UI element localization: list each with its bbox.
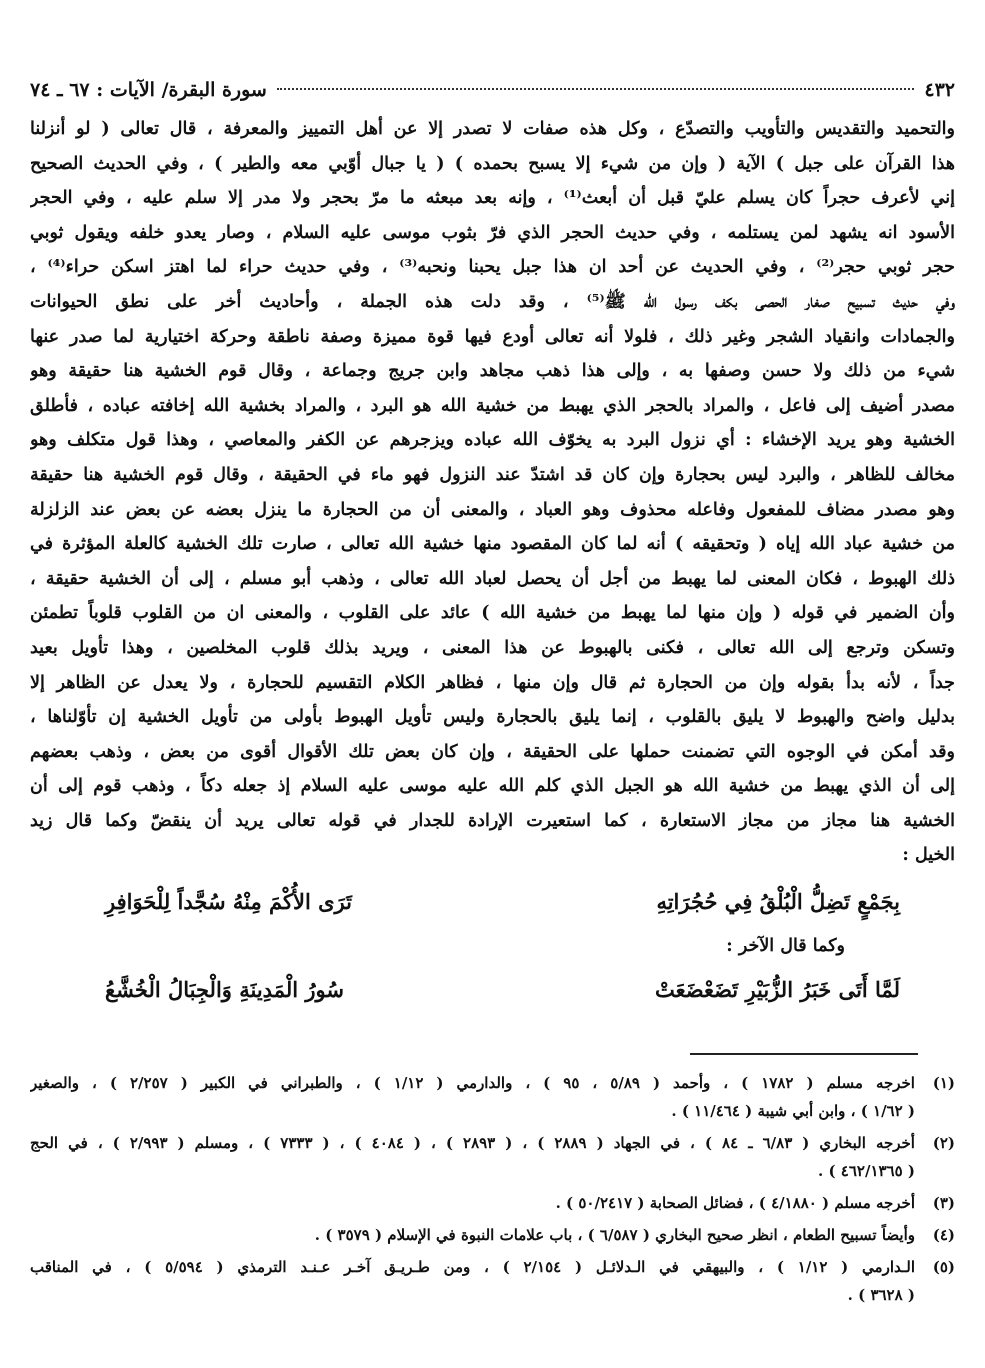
body-line: هذا القرآن على جبل ) الآية ( وإن من شيء إلا يسبح بحمده ) ( يا جبال أوّبي معه والطير ) ، وفي الحديث الصحيح [30, 153, 955, 174]
body-line: والتحميد والتقديس والتأويب والتصدّع ، وكل هذه صفات لا تصدر إلا عن أهل التمييز والمعرفة ، قال تعالى ( لو أنزلنا [30, 119, 955, 139]
body-text [30, 112, 955, 873]
footnote-line: أخرجه البخاري ( ٦/٨٣ ـ ٨٤ ) ، في الجهاد ( ٢٨٨٩ ) ، ( ٢٨٩٣ ) ، ( ٤٠٨٤ ) ، ( ٧٣٣٣ ) ، ومسلم ( ٢/٩٩٣ ) ، في الحج [30, 1134, 915, 1153]
verse-second-hemistich: تَرَى الأُكْمَ مِنْهُ سُجَّداً لِلْحَوَافِرِ [105, 889, 352, 915]
body-line: والجمادات وانقياد الشجر وغير ذلك ، فلولا أنه تعالى أودع فيها قوة مميزة وصفة ناطقة وحركة اختيارية لما صدر عنها [30, 326, 955, 347]
footnote-number: (٤) [932, 1226, 955, 1245]
footnote-line: أخرجه مسلم ( ٤/١٨٨٠ ) ، فضائل الصحابة ( ٥٠/٢٤١٧ ) . [555, 1194, 915, 1213]
footnote-number: (٢) [932, 1134, 955, 1153]
body-line: الخشية هنا مجاز من مجاز الاستعارة ، كما استعيرت الإرادة للجدار في قوله تعالى يريد أن ينقضّ وكما قال زيد [30, 810, 955, 831]
footnote-line: وأيضاً تسبيح الطعام ، انظر صحيح البخاري ( ٦/٥٨٧ ) ، باب علامات النبوة في الإسلام ( ٣٥٧٩ ) . [314, 1226, 915, 1245]
header-title: سورة البقرة/ الآيات : ٦٧ ـ ٧٤ [30, 79, 267, 101]
body-line: بدليل واضح والهبوط لا يليق بالقلوب ، إنما يليق بالحجارة وليس تأويل الهبوط بأولى من تأويل الخشية إن تأوّلناها ، [30, 707, 955, 728]
body-line: ذلك الهبوط ، فكان المعنى لما يهبط من أجل أن يحصل لعباد الله تعالى ، وذهب أبو مسلم ، إلى أن الخشية حقيقة ، [30, 568, 955, 589]
body-line: مصدر أضيف إلى فاعل ، والمراد بالحجر الذي يهبط من خشية الله هو البرد ، والمراد بخشية الله إخافته عباده ، فأطلق [30, 395, 955, 416]
body-line: إني لأعرف حجراً كان يسلم عليّ قبل أن أبعث⁽¹⁾ ، وإنه بعد مبعثه ما مرّ بحجر ولا مدر إلا سلم عليه ، وفي الحجر [30, 188, 955, 209]
footnote-separator [690, 1053, 918, 1055]
body-line: إلى أن الذي يهبط من خشية الله هو الجبل الذي كلم الله عليه موسى عليه السلام إذ جعله دكاً ، وذهب قوم إلى أن [30, 776, 955, 797]
body-line: وتسكن وترجع إلى الله تعالى ، فكنى بالهبوط عن هذا المعنى ، ويريد بذلك قلوب المخلصين ، وهذا تأويل بعيد [30, 637, 955, 658]
verse-first-hemistich: بِجَمْعٍ تَضِلُّ الْبُلْقُ فِي حُجُرَاتِهِ [656, 889, 900, 915]
footnote-line: الـدارمي ( ١/١٢ ) ، والبيهقي في الـدلائـل ( ٢/١٥٤ ) ، ومن طـريـق آخـر عـنـد الترمذي ( ٥/٥٩٤ ) ، في المناقب [30, 1258, 915, 1277]
running-header [30, 72, 955, 108]
verse-intro: وكما قال الآخر : [726, 936, 845, 957]
body-line: جداً ، لأنه بدأ بقوله وإن من الحجارة ثم قال وإن منها ، فظاهر الكلام التقسيم للحجارة ، ولا يعدل عن الظاهر إلا [30, 672, 955, 693]
footnote-line: ( ١/٦٢ ) ، وابن أبي شيبة ( ١١/٤٦٤ ) . [671, 1102, 915, 1121]
body-line: وقد أمكن في الوجوه التي تضمنت حملها على الحقيقة ، وإن كان بعض تلك الأقوال أقوى من بعض ، وذهب بعضهم [30, 741, 955, 762]
footnote [30, 1189, 955, 1217]
footnote [30, 1129, 955, 1185]
book-page [30, 72, 955, 1313]
footnote-line: ( ٤٦٢/١٣٦٥ ) . [818, 1162, 915, 1181]
body-line: وأن الضمير في قوله ( وإن منها لما يهبط من خشية الله ) عائد على القلوب ، والمعنى ان من القلوب قلوباً تطمئن [30, 603, 955, 624]
body-line: الخيل : [902, 845, 955, 866]
body-line: من خشية عباد الله إياه ( وتحقيقه ) أنه لما كان المقصود منها خشية الله تعالى ، صارت تلك الخشية كالعلة المؤثرة في [30, 534, 955, 555]
footnote-number: (٣) [932, 1194, 955, 1213]
footnote [30, 1221, 955, 1249]
poetry-verse [30, 873, 955, 931]
footnote-number: (٥) [932, 1258, 955, 1277]
poetry-verse [30, 961, 955, 1019]
footnotes [30, 1069, 955, 1309]
body-line: الخشية وهو يريد الإخشاء : أي نزول البرد به يخوّف الله عباده ويزجرهم عن الكفر والمعاصي ، وهذا قول متكلف وهو [30, 430, 955, 451]
footnote-line: اخرجه مسلم ( ١٧٨٢ ) ، وأحمد ( ٥/٨٩ ، ٩٥ ) ، والدارمي ( ١/١٢ ) ، والطبراني في الكبير ( ٢/٢٥٧ ) ، والصغير [30, 1074, 915, 1093]
body-line: وهو مصدر مضاف للمفعول وفاعله محذوف وهو العباد ، والمعنى أن من الحجارة ما ينزل بعضه عن بعض عند الزلزلة [30, 499, 955, 520]
body-line: مخالف للظاهر ، والبرد ليس بحجارة وإن كان قد اشتدّ عند النزول فهو ماء في الحقيقة ، وقال قوم الخشية هنا حقيقة [30, 464, 955, 485]
body-line: حجر ثوبي حجر⁽²⁾ ، وفي الحديث عن أحد ان هذا جبل يحبنا ونحبه⁽³⁾ ، وفي حديث حراء لما اهتز اسكن حراء⁽⁴⁾ ، [30, 257, 955, 278]
footnote-number: (١) [932, 1074, 955, 1093]
footnote [30, 1069, 955, 1125]
header-dotted-leader [277, 88, 915, 90]
footnote [30, 1253, 955, 1309]
verse-first-hemistich: لَمَّا أَتَى خَبَرُ الزُّبَيْرِ تَضَعْضَعَتْ [654, 977, 900, 1003]
body-line: الأسود انه يشهد لمن يستلمه ، وفي حديث الحجر الذي فرّ بثوب موسى عليه السلام ، وصار يعدو خلفه ويقول ثوبي [30, 222, 955, 243]
verse-second-hemistich: سُورُ الْمَدِينَةِ وَالْجِبَالُ الْخُشَّعُ [105, 977, 344, 1003]
footnote-line: ( ٣٦٢٨ ) . [847, 1286, 915, 1305]
body-line: شيء من ذلك ولا حسن وصفها به ، وإلى هذا ذهب مجاهد وابن جريج وجماعة ، وقال قوم الخشية هنا حقيقة وهو [30, 361, 955, 382]
page-number: ٤٣٢ [924, 79, 955, 101]
body-line: وفي حديث تسبيح صغار الحصى بكف رسول الله ﷺ⁽⁵⁾ ، وقد دلت هذه الجملة ، وأحاديث أخر على نطق الحيوانات [30, 291, 955, 312]
